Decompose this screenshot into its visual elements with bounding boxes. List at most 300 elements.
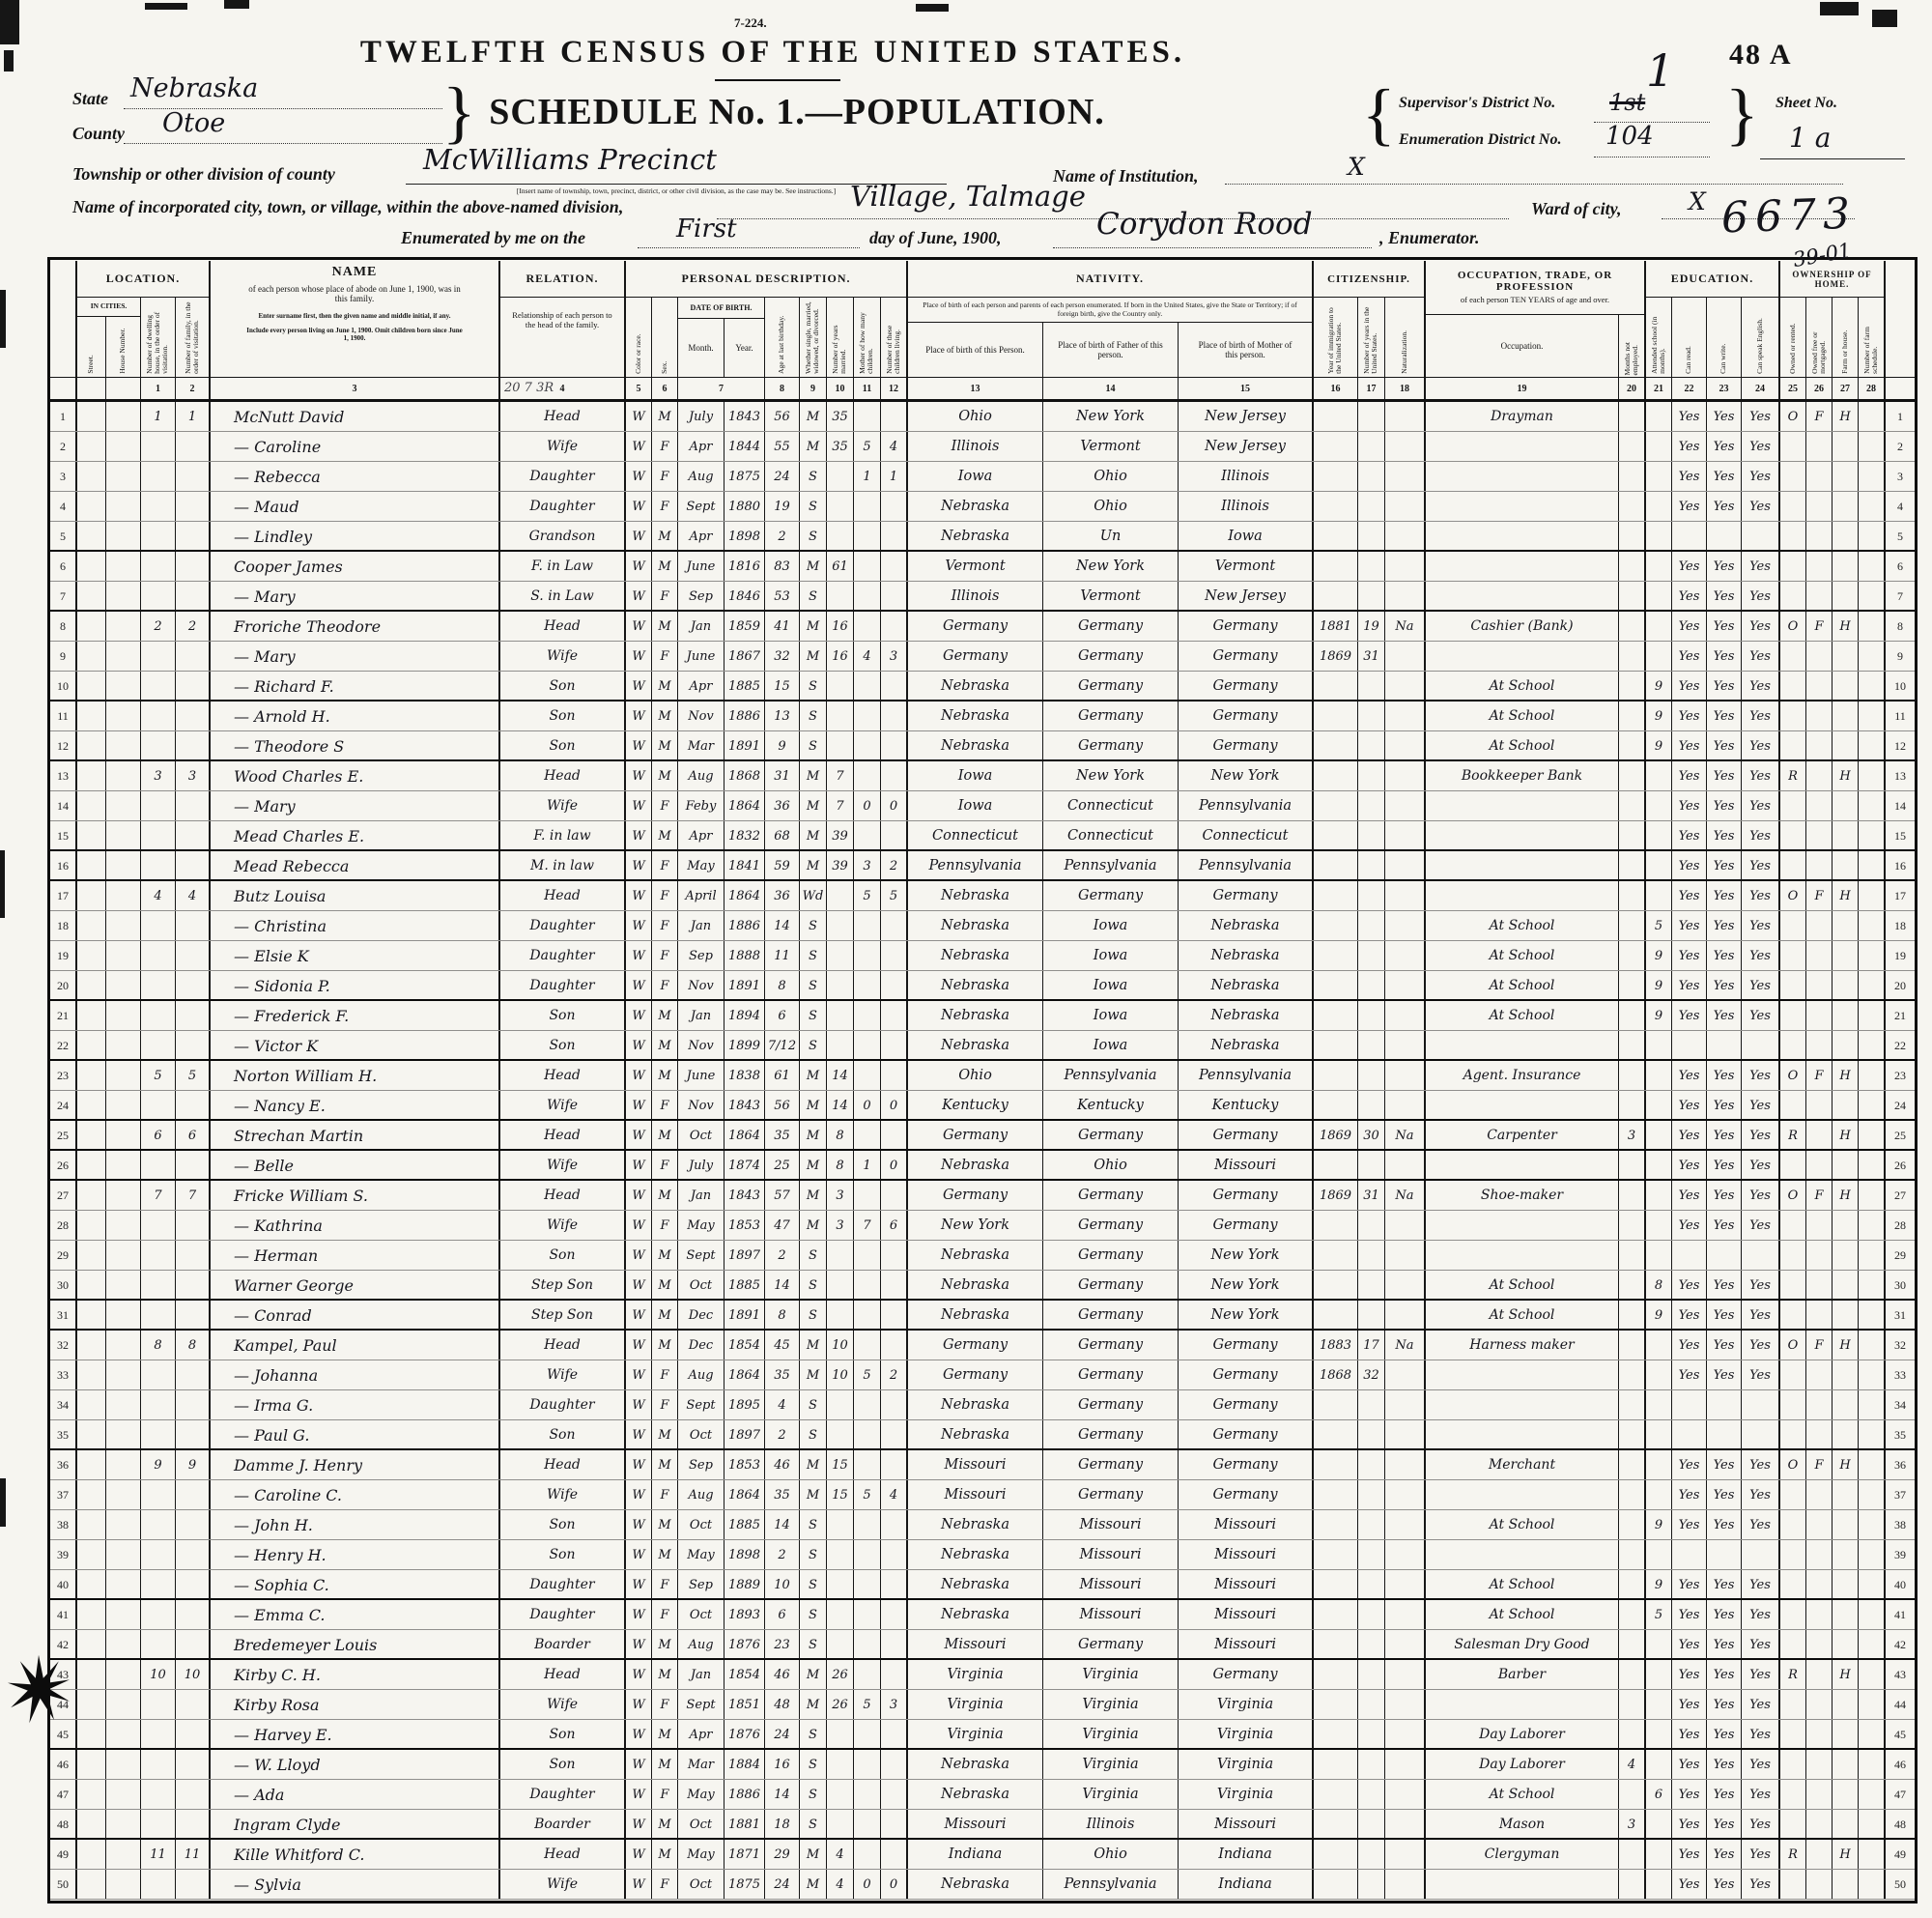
cell-line-number-left: 23 [50,1061,77,1090]
cell-can-read: Yes [1672,1331,1707,1360]
cell-owned-free-or-mortgaged [1806,1870,1833,1899]
cell-immigration-year [1314,1091,1358,1120]
cell-mother-of-children [854,1061,881,1090]
cell-birthplace: Nebraska [908,1241,1043,1270]
cell-attended-school [1646,1540,1672,1569]
cell-naturalization [1385,1660,1426,1689]
cell-color: W [626,1181,652,1210]
cell-months-not-employed [1619,1390,1646,1419]
cell-sex: F [652,462,678,491]
cell-sex: F [652,1690,678,1719]
cell-age: 14 [765,1271,800,1300]
cell-father-birthplace: Germany [1043,1450,1179,1479]
cell-color: W [626,1810,652,1839]
cell-relation: Step Son [500,1301,626,1330]
cell-can-speak-english: Yes [1742,462,1780,491]
header-colnum-11: 11 [854,377,881,402]
cell-years-in-us [1358,1690,1385,1719]
cell-occupation: Agent. Insurance [1426,1061,1619,1090]
cell-mother-birthplace: Connecticut [1179,821,1314,850]
cell-birth-year: 1859 [724,612,765,641]
cell-dwelling-number [141,791,176,820]
cell-farm-or-house [1833,1001,1859,1030]
cell-street [77,851,106,880]
cell-marital-status: M [800,791,827,820]
cell-line-number-right: 3 [1897,469,1903,483]
cell-dwelling-number [141,911,176,940]
cell-naturalization: Na [1385,1121,1426,1150]
cell-birth-month: Apr [678,522,724,551]
header-farm_sched-cell [1859,298,1886,377]
cell-family-number [176,1540,211,1569]
cell-years-in-us [1358,1570,1385,1599]
cell-birth-month: June [678,552,724,581]
cell-years-in-us [1358,851,1385,880]
cell-can-read [1672,1390,1707,1419]
cell-mother-of-children [854,821,881,850]
cell-birth-year: 1891 [724,731,765,760]
cell-immigration-year [1314,1450,1358,1479]
cell-street [77,1780,106,1809]
cell-can-read: Yes [1672,821,1707,850]
cell-father-birthplace: Iowa [1043,911,1179,940]
cell-line-number-left: 14 [50,791,77,820]
cell-birth-month: Oct [678,1870,724,1899]
cell-owned-free-or-mortgaged: F [1806,1181,1833,1210]
cell-relation: Son [500,1720,626,1749]
cell-line-number-right: 16 [1894,858,1906,873]
cell-marital-status: S [800,672,827,701]
cell-farm-or-house: H [1833,1660,1859,1689]
cell-owned-or-rented [1780,1211,1806,1240]
cell-years-married: 35 [827,402,854,431]
cell-can-read: Yes [1672,791,1707,820]
cell-line-number-left: 21 [50,1001,77,1030]
cell-years-married [827,731,854,760]
cell-mother-birthplace: Germany [1179,642,1314,671]
cell-mother-birthplace: Germany [1179,672,1314,701]
scan-artifact [0,1478,6,1527]
cell-can-write [1707,1241,1742,1270]
cell-dwelling-number: 5 [141,1061,176,1090]
cell-can-read: Yes [1672,1450,1707,1479]
cell-mother-birthplace: Germany [1179,1360,1314,1389]
cell-mother-birthplace: New York [1179,761,1314,790]
cell-marital-status: S [800,1600,827,1629]
cell-street [77,1121,106,1150]
cell-sex: F [652,1360,678,1389]
cell-children-living [881,1510,908,1539]
cell-marital-status: S [800,971,827,1000]
cell-farm-or-house [1833,1570,1859,1599]
cell-color: W [626,432,652,461]
header-house-cell [106,317,141,377]
cell-years-in-us: 17 [1358,1331,1385,1360]
table-row [50,731,1915,761]
cell-farm-schedule [1859,1750,1886,1779]
cell-line-number-left: 44 [50,1690,77,1719]
header-yrs_us-cell [1358,298,1385,377]
cell-children-living [881,1720,908,1749]
cell-name: Strechan Martin [211,1121,500,1150]
cell-birth-year: 1864 [724,1121,765,1150]
cell-birth-year: 1864 [724,1360,765,1389]
header-group-nativity: NATIVITY. [908,261,1314,298]
cell-street [77,1091,106,1120]
cell-years-in-us: 30 [1358,1121,1385,1150]
cell-years-married [827,492,854,521]
cell-age: 35 [765,1480,800,1509]
cell-father-birthplace: Germany [1043,1271,1179,1300]
table-row [50,1151,1915,1181]
table-row [50,1001,1915,1031]
cell-family-number [176,1630,211,1659]
cell-mother-birthplace: Missouri [1179,1540,1314,1569]
cell-family-number [176,462,211,491]
cell-name: — John H. [211,1510,500,1539]
cell-marital-status: M [800,851,827,880]
table-row [50,1720,1915,1750]
cell-line-number-left: 10 [50,672,77,701]
cell-mother-of-children [854,911,881,940]
cell-birthplace: Germany [908,612,1043,641]
cell-name: — Frederick F. [211,1001,500,1030]
cell-father-birthplace: Connecticut [1043,821,1179,850]
cell-attended-school [1646,1450,1672,1479]
cell-farm-schedule [1859,851,1886,880]
header-natz-vlabel: Naturalization. [1399,330,1408,374]
cell-owned-free-or-mortgaged [1806,552,1833,581]
cell-farm-or-house: H [1833,402,1859,431]
cell-sex: F [652,881,678,910]
cell-sex: M [652,1630,678,1659]
cell-attended-school: 9 [1646,1570,1672,1599]
cell-dwelling-number [141,1271,176,1300]
cell-farm-or-house [1833,1750,1859,1779]
cell-birthplace: Germany [908,1331,1043,1360]
cell-birth-year: 1876 [724,1630,765,1659]
cell-occupation: At School [1426,1001,1619,1030]
cell-attended-school [1646,821,1672,850]
cell-birth-month: Apr [678,432,724,461]
cell-mother-of-children [854,1720,881,1749]
cell-attended-school [1646,1750,1672,1779]
cell-birth-year: 1851 [724,1690,765,1719]
cell-line-number-right: 12 [1894,738,1906,753]
cell-age: 18 [765,1810,800,1839]
cell-color: W [626,851,652,880]
cell-months-not-employed [1619,1061,1646,1090]
cell-occupation [1426,522,1619,551]
cell-color: W [626,761,652,790]
cell-naturalization: Na [1385,1181,1426,1210]
county-label: County [72,124,126,143]
cell-farm-schedule [1859,1600,1886,1629]
cell-mother-of-children: 5 [854,1690,881,1719]
cell-relation: Head [500,1121,626,1150]
cell-sex: M [652,1840,678,1869]
cell-children-living [881,522,908,551]
cell-children-living [881,1390,908,1419]
cell-house-number [106,1870,141,1899]
cell-family-number [176,1600,211,1629]
cell-age: 56 [765,402,800,431]
state-value: Nebraska [130,73,259,103]
cell-birth-month: Jan [678,612,724,641]
cell-birth-year: 1843 [724,1091,765,1120]
cell-children-living [881,1061,908,1090]
cell-occupation [1426,642,1619,671]
cell-name: — Johanna [211,1360,500,1389]
cell-attended-school [1646,761,1672,790]
cell-line-number-right: 35 [1894,1427,1906,1442]
cell-color: W [626,522,652,551]
cell-years-in-us [1358,1241,1385,1270]
cell-years-married: 26 [827,1660,854,1689]
cell-birthplace: Nebraska [908,1420,1043,1449]
cell-children-living: 3 [881,1690,908,1719]
cell-mother-of-children [854,1031,881,1060]
cell-farm-schedule [1859,1420,1886,1449]
header-write-vlabel: Can write. [1719,343,1728,374]
cell-farm-schedule [1859,1151,1886,1180]
cell-occupation [1426,552,1619,581]
cell-relation: Son [500,1001,626,1030]
cell-birthplace: Nebraska [908,941,1043,970]
cell-can-speak-english: Yes [1742,731,1780,760]
cell-months-not-employed [1619,582,1646,611]
cell-owned-or-rented [1780,971,1806,1000]
cell-naturalization [1385,1870,1426,1899]
cell-name: — Maud [211,492,500,521]
cell-immigration-year [1314,1390,1358,1419]
cell-birth-month: July [678,402,724,431]
cell-dwelling-number [141,731,176,760]
cell-farm-schedule [1859,881,1886,910]
table-row [50,1450,1915,1480]
cell-line-number-right: 49 [1894,1846,1906,1861]
cell-naturalization [1385,791,1426,820]
cell-years-in-us [1358,672,1385,701]
header-num-street [77,377,106,402]
cell-children-living: 0 [881,1870,908,1899]
cell-attended-school [1646,1870,1672,1899]
cell-farm-or-house [1833,731,1859,760]
cell-house-number [106,1031,141,1060]
cell-immigration-year [1314,911,1358,940]
cell-attended-school [1646,1151,1672,1180]
header-colnum-27: 27 [1833,377,1859,402]
table-row [50,911,1915,941]
cell-father-birthplace: Virginia [1043,1660,1179,1689]
cell-relation: Step Son [500,1271,626,1300]
cell-owned-or-rented [1780,1091,1806,1120]
cell-children-living [881,971,908,1000]
cell-months-not-employed [1619,1570,1646,1599]
cell-marital-status: M [800,1360,827,1389]
cell-mother-of-children [854,1301,881,1330]
cell-marital-status: S [800,941,827,970]
cell-color: W [626,1031,652,1060]
cell-sex: M [652,701,678,730]
cell-birthplace: Nebraska [908,1540,1043,1569]
cell-mother-birthplace: Germany [1179,1211,1314,1240]
cell-children-living [881,1121,908,1150]
cell-years-married: 15 [827,1450,854,1479]
cell-years-in-us [1358,402,1385,431]
header-pob-father: Place of birth of Father of this person. [1043,323,1179,377]
cell-owned-or-rented [1780,1360,1806,1389]
cell-owned-or-rented [1780,1600,1806,1629]
cell-age: 68 [765,821,800,850]
cell-name: — Sidonia P. [211,971,500,1000]
cell-sex: M [652,1241,678,1270]
cell-can-speak-english: Yes [1742,1450,1780,1479]
cell-line-number-left: 18 [50,911,77,940]
cell-attended-school [1646,1390,1672,1419]
cell-months-not-employed [1619,1450,1646,1479]
cell-can-read: Yes [1672,1001,1707,1030]
cell-age: 7/12 [765,1031,800,1060]
cell-mother-of-children [854,1840,881,1869]
cell-marital-status: S [800,1001,827,1030]
cell-can-write: Yes [1707,402,1742,431]
cell-marital-status: M [800,432,827,461]
header-month-label: Month. [678,319,724,377]
header-group-location: LOCATION. [77,261,211,298]
cell-sex: F [652,1780,678,1809]
cell-farm-or-house [1833,492,1859,521]
header-color-vlabel: Color or race. [633,333,642,374]
cell-color: W [626,821,652,850]
cell-attended-school [1646,881,1672,910]
cell-children-living [881,1001,908,1030]
cell-mother-birthplace: Illinois [1179,492,1314,521]
cell-can-write: Yes [1707,582,1742,611]
cell-street [77,1570,106,1599]
cell-can-read: Yes [1672,462,1707,491]
cell-birth-year: 1886 [724,701,765,730]
header-colnum-22: 22 [1672,377,1707,402]
cell-name: — Caroline C. [211,1480,500,1509]
cell-children-living: 4 [881,432,908,461]
cell-farm-schedule [1859,1570,1886,1599]
cell-marital-status: S [800,1750,827,1779]
cell-birth-year: 1874 [724,1151,765,1180]
cell-naturalization [1385,701,1426,730]
cell-street [77,791,106,820]
cell-dwelling-number [141,432,176,461]
cell-age: 46 [765,1450,800,1479]
cell-owned-free-or-mortgaged [1806,1510,1833,1539]
cell-naturalization [1385,1570,1426,1599]
header-colnum-16: 16 [1314,377,1358,402]
cell-farm-schedule [1859,552,1886,581]
cell-age: 8 [765,1301,800,1330]
cell-can-write: Yes [1707,552,1742,581]
cell-can-read: Yes [1672,1480,1707,1509]
cell-years-married [827,1630,854,1659]
cell-attended-school [1646,1720,1672,1749]
divider [715,79,840,81]
cell-family-number: 4 [176,881,211,910]
cell-birth-year: 1854 [724,1331,765,1360]
cell-months-not-employed [1619,1181,1646,1210]
cell-color: W [626,731,652,760]
table-row [50,1091,1915,1121]
cell-family-number [176,1151,211,1180]
cell-months-not-employed [1619,1720,1646,1749]
cell-line-number-left: 20 [50,971,77,1000]
header-name-note2: Enter surname first, then the given name and middle initial, if any. [258,311,451,320]
table-row [50,1780,1915,1810]
cell-line-number-left: 24 [50,1091,77,1120]
cell-immigration-year [1314,731,1358,760]
cell-mother-birthplace: Pennsylvania [1179,1061,1314,1090]
cell-naturalization [1385,552,1426,581]
table-row [50,881,1915,911]
cell-can-speak-english: Yes [1742,1570,1780,1599]
cell-farm-or-house: H [1833,1181,1859,1210]
cell-mother-of-children [854,492,881,521]
cell-age: 41 [765,612,800,641]
header-sex-cell [652,298,678,377]
cell-line-number-left: 5 [50,522,77,551]
table-row [50,1870,1915,1900]
cell-marital-status: S [800,1241,827,1270]
header-children_living-vlabel: Number of these children living. [884,326,901,374]
cell-mother-birthplace: Indiana [1179,1840,1314,1869]
cell-children-living: 4 [881,1480,908,1509]
cell-attended-school [1646,522,1672,551]
cell-can-read: Yes [1672,1121,1707,1150]
cell-birthplace: Connecticut [908,821,1043,850]
cell-age: 23 [765,1630,800,1659]
cell-color: W [626,941,652,970]
cell-line-number-left: 41 [50,1600,77,1629]
cell-attended-school [1646,851,1672,880]
cell-age: 15 [765,672,800,701]
cell-family-number: 2 [176,612,211,641]
cell-farm-or-house: H [1833,1331,1859,1360]
cell-line-number-right: 39 [1894,1547,1906,1561]
cell-years-married [827,582,854,611]
cell-owned-or-rented [1780,791,1806,820]
cell-naturalization [1385,1600,1426,1629]
cell-owned-free-or-mortgaged: F [1806,1450,1833,1479]
right-open-brace: { [1362,75,1396,153]
cell-marital-status: S [800,582,827,611]
cell-owned-or-rented [1780,701,1806,730]
cell-owned-or-rented [1780,1780,1806,1809]
cell-years-in-us [1358,941,1385,970]
cell-farm-or-house [1833,1031,1859,1060]
cell-years-married [827,1810,854,1839]
cell-house-number [106,1271,141,1300]
cell-farm-schedule [1859,402,1886,431]
cell-street [77,1420,106,1449]
cell-color: W [626,1420,652,1449]
cell-name: — Lindley [211,522,500,551]
cell-color: W [626,612,652,641]
cell-years-married [827,1031,854,1060]
cell-children-living [881,1600,908,1629]
cell-naturalization [1385,402,1426,431]
cell-father-birthplace: Missouri [1043,1510,1179,1539]
cell-months-not-employed [1619,1660,1646,1689]
cell-can-write: Yes [1707,1870,1742,1899]
cell-farm-schedule [1859,1630,1886,1659]
